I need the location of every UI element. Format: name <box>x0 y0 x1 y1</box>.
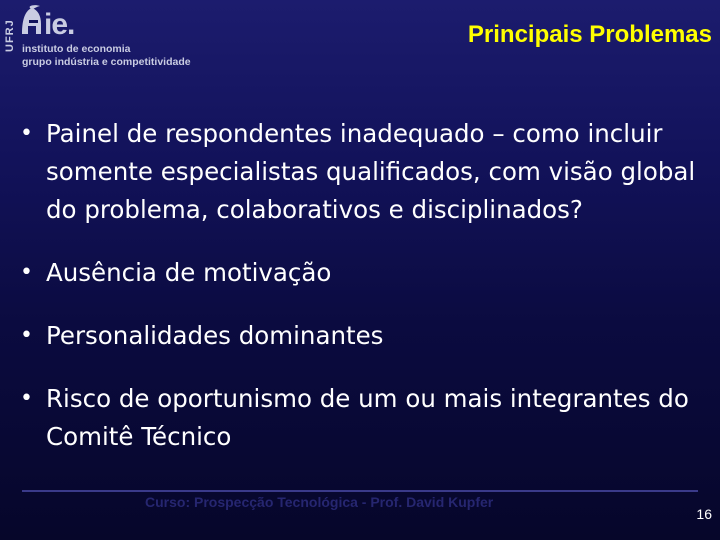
bullet-icon: • <box>20 323 33 348</box>
bullet-item <box>20 254 710 292</box>
logo-vertical-text: UFRJ <box>4 19 16 52</box>
footer-text: Curso: Prospecção Tecnológica - Prof. David Kupfer <box>145 494 494 510</box>
bullet-item <box>20 317 710 355</box>
bullet-item <box>20 380 710 456</box>
footer-divider <box>22 490 698 492</box>
bullet-icon: • <box>20 386 33 411</box>
bullet-text: Painel de respondentes inadequado – como incluir somente especialistas qualificados, com visão global do problema, colaborativos e disciplinados? <box>46 119 696 224</box>
bullet-text: Ausência de motivação <box>46 258 332 287</box>
logo-line-1: instituto de economia <box>22 43 131 55</box>
bullet-item <box>20 115 710 229</box>
slide-title: Principais Problemas <box>467 21 712 48</box>
bullet-icon: • <box>20 121 33 146</box>
helmet-icon <box>18 4 44 44</box>
logo-line-2: grupo indústria e competitividade <box>22 56 191 68</box>
bullet-icon: • <box>20 260 33 285</box>
bullet-text: Personalidades dominantes <box>46 321 384 350</box>
page-number: 16 <box>696 506 712 522</box>
bullet-list <box>20 115 710 481</box>
logo-brand: ie. <box>44 8 75 41</box>
logo <box>4 2 191 74</box>
bullet-text: Risco de oportunismo de um ou mais integrantes do Comitê Técnico <box>46 384 689 451</box>
